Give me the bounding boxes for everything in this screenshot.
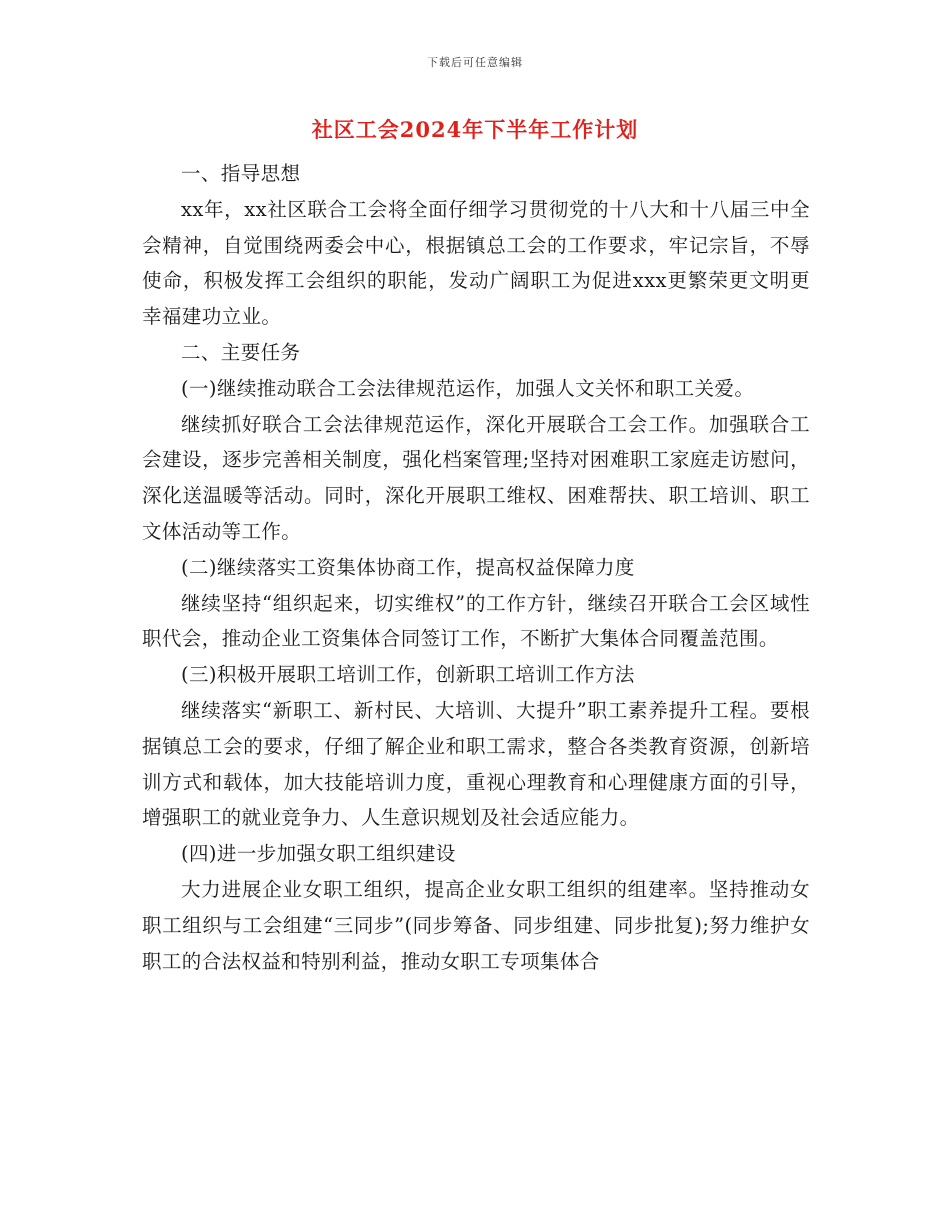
paragraph: 继续抓好联合工会法律规范运作，深化开展联合工会工作。加强联合工会建设，逐步完善相关制度，强化档案管理;坚持对困难职工家庭走访慰问，深化送温暖等活动。同时，深化开展职工维权、困难帮扶、职工培训、职工文体活动等工作。 [142,412,810,543]
subsection-heading: (二)继续落实工资集体协商工作，提高权益保障力度 [181,555,635,579]
paragraph: 继续落实“新职工、新村民、大培训、大提升”职工素养提升工程。要根据镇总工会的要求，仔细了解企业和职工需求，整合各类教育资源，创新培训方式和载体，加大技能培训力度，重视心理教育和心理健康方面的引导，增强职工的就业竞争力、人生意识规划及社会适应能力。 [142,698,810,830]
page-header-note: 下载后可任意编辑 [427,56,523,69]
subsection-heading: (一)继续推动联合工会法律规范运作，加强人文关怀和职工关爱。 [181,376,755,400]
subsection-heading: (三)积极开展职工培训工作，创新职工培训工作方法 [181,663,635,687]
document-body [142,156,810,979]
section-heading-guiding-thought: 一、指导思想 [181,162,301,185]
section-heading-main-tasks: 二、主要任务 [181,340,301,364]
document-title: 社区工会2024年下半年工作计划 [311,117,639,142]
paragraph: 大力进展企业女职工组织，提高企业女职工组织的组建率。坚持推动女职工组织与工会组建“三同步”(同步筹备、同步组建、同步批复);努力维护女职工的合法权益和特别利益，推动女职工专项集体合 [142,877,810,973]
paragraph: xx年，xx社区联合工会将全面仔细学习贯彻党的十八大和十八届三中全会精神，自觉围绕两委会中心，根据镇总工会的工作要求，牢记宗旨，不辱使命，积极发挥工会组织的职能，发动广阔职工为促进xxx更繁荣更文明更幸福建功立业。 [142,197,810,329]
subsection-heading: (四)进一步加强女职工组织建设 [181,842,456,866]
paragraph: 继续坚持“组织起来，切实维权”的工作方针，继续召开联合工会区域性职代会，推动企业工资集体合同签订工作，不断扩大集体合同覆盖范围。 [142,591,810,651]
